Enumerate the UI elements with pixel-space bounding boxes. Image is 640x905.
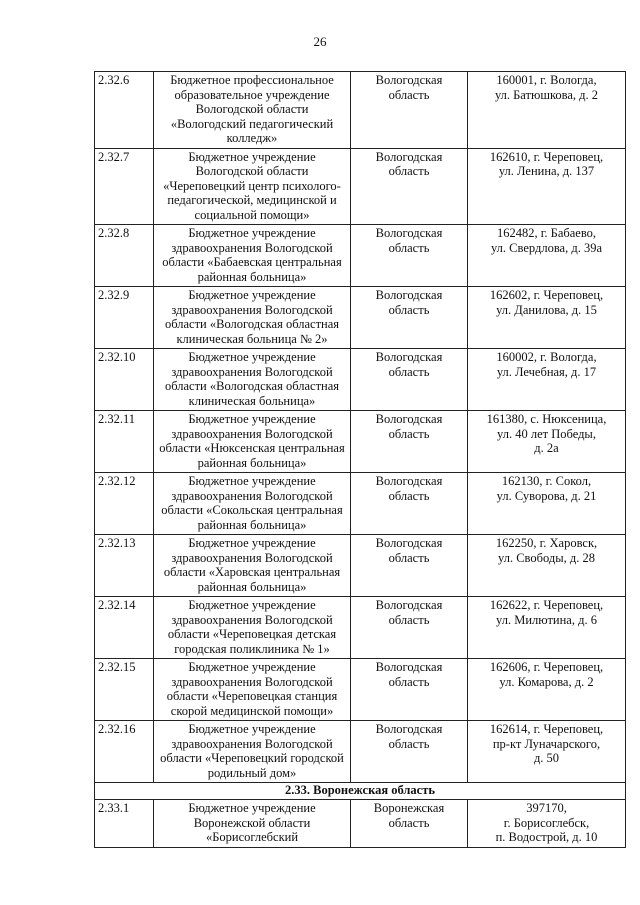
institution-name <box>154 287 351 349</box>
address-cell-line: ул. Суворова, д. 21 <box>496 488 597 503</box>
item-number: 2.32.12 <box>95 473 154 535</box>
region-cell <box>351 535 468 597</box>
institution-name-line: области «Харовская центральная <box>163 565 341 579</box>
table-row <box>95 535 626 597</box>
address-cell-line: 162130, г. Сокол, <box>501 474 592 488</box>
item-number: 2.32.10 <box>95 349 154 411</box>
institution-name-line: здравоохранения Вологодской <box>171 612 333 627</box>
region-cell-line: Воронежская <box>373 801 445 815</box>
region-cell-line: Вологодская <box>375 149 443 164</box>
address-cell-line: ул. Батюшкова, д. 2 <box>494 87 599 102</box>
address-cell <box>468 411 626 473</box>
address-cell-line: 162606, г. Череповец, <box>489 660 604 674</box>
institution-name-line: Бюджетное учреждение <box>188 801 316 815</box>
institution-name-line: «Вологодский педагогический <box>170 116 334 131</box>
table-row <box>95 473 626 535</box>
institution-name-line: Бюджетное учреждение <box>188 474 316 488</box>
institution-name <box>154 659 351 721</box>
address-cell <box>468 800 626 848</box>
region-cell-line: область <box>388 736 430 751</box>
address-cell-line: д. 2а <box>534 441 559 455</box>
section-title: 2.33. Воронежская область <box>95 783 626 800</box>
institution-name-line: районная больница» <box>197 517 307 532</box>
institution-name-line: здравоохранения Вологодской <box>171 426 333 441</box>
region-cell <box>351 72 468 149</box>
item-number: 2.32.6 <box>95 72 154 149</box>
address-cell-line: ул. 40 лет Победы, <box>497 426 596 441</box>
institution-name-line: области «Череповецкая детская <box>167 627 337 641</box>
region-cell-line: область <box>388 426 430 441</box>
table-row <box>95 721 626 783</box>
institution-name <box>154 800 351 848</box>
institution-name-line: Бюджетное учреждение <box>188 598 316 612</box>
address-cell-line: 162610, г. Череповец, <box>489 149 604 164</box>
institution-name-line: области «Череповецкая станция <box>166 689 338 703</box>
table-body-section <box>95 800 626 848</box>
item-number: 2.32.16 <box>95 721 154 783</box>
section-header-row <box>95 783 626 800</box>
item-number: 2.33.1 <box>95 800 154 848</box>
table-row <box>95 659 626 721</box>
address-cell <box>468 287 626 349</box>
item-number: 2.32.15 <box>95 659 154 721</box>
item-number: 2.32.7 <box>95 148 154 225</box>
region-cell-line: область <box>388 87 430 102</box>
address-cell-line: ул. Свердлова, д. 39а <box>490 240 603 255</box>
region-cell <box>351 411 468 473</box>
institution-name <box>154 225 351 287</box>
address-cell-line: ул. Комарова, д. 2 <box>499 674 594 689</box>
institution-name-line: Вологодской области <box>195 164 309 178</box>
region-cell-line: Вологодская <box>375 660 443 674</box>
institution-name-line: городская поликлиника № 1» <box>174 641 330 656</box>
address-cell <box>468 72 626 149</box>
institution-name-line: районная больница» <box>197 269 307 284</box>
region-cell-line: Вологодская <box>375 350 443 364</box>
institution-name-line: образовательное учреждение <box>174 87 330 102</box>
institution-name <box>154 597 351 659</box>
table-row <box>95 597 626 659</box>
institution-name-line: здравоохранения Вологодской <box>171 488 333 503</box>
institution-name-line: здравоохранения Вологодской <box>171 364 333 379</box>
institution-name <box>154 72 351 149</box>
table-row <box>95 411 626 473</box>
address-cell-line: 162250, г. Харовск, <box>495 536 598 550</box>
region-cell <box>351 349 468 411</box>
region-cell <box>351 800 468 848</box>
institution-name-line: области «Вологодская областная <box>164 317 340 331</box>
item-number: 2.32.13 <box>95 535 154 597</box>
address-cell-line: п. Водострой, д. 10 <box>495 830 598 844</box>
address-cell-line: ул. Ленина, д. 137 <box>498 164 595 178</box>
region-cell <box>351 597 468 659</box>
institution-name-line: социальной помощи» <box>194 207 310 222</box>
address-cell-line: 162602, г. Череповец, <box>489 288 604 302</box>
region-cell <box>351 659 468 721</box>
institution-name <box>154 473 351 535</box>
address-cell-line: 160002, г. Вологда, <box>496 350 597 364</box>
institution-name-line: Бюджетное учреждение <box>188 536 316 550</box>
address-cell <box>468 148 626 225</box>
item-number: 2.32.11 <box>95 411 154 473</box>
institution-name-line: скорой медицинской помощи» <box>170 703 334 718</box>
institution-name-line: Бюджетное учреждение <box>188 288 316 302</box>
region-cell-line: область <box>388 815 430 830</box>
institution-name-line: Воронежской области <box>193 815 311 830</box>
region-cell-line: область <box>388 674 430 689</box>
table-body-main <box>95 72 626 783</box>
address-cell-line: 162622, г. Череповец, <box>489 598 604 612</box>
page-number: 26 <box>313 34 327 49</box>
region-cell-line: область <box>388 612 430 627</box>
region-cell-line: Вологодская <box>375 598 443 612</box>
institution-name-line: здравоохранения Вологодской <box>171 240 333 255</box>
institution-name-line: области «Нюксенская центральная <box>159 441 345 455</box>
address-cell-line: 162482, г. Бабаево, <box>496 226 597 240</box>
address-cell-line: 162614, г. Череповец, <box>489 722 604 736</box>
table-row <box>95 148 626 225</box>
region-cell <box>351 287 468 349</box>
institution-name-line: здравоохранения Вологодской <box>171 302 333 317</box>
region-cell-line: область <box>388 240 430 255</box>
address-cell <box>468 597 626 659</box>
table-row <box>95 349 626 411</box>
region-cell <box>351 225 468 287</box>
institution-name-line: «Борисоглебский <box>205 830 299 844</box>
institution-name-line: Бюджетное учреждение <box>188 412 316 426</box>
region-cell-line: Вологодская <box>375 412 443 426</box>
region-cell-line: область <box>388 488 430 503</box>
institution-name-line: Вологодской области <box>195 102 309 116</box>
address-cell <box>468 349 626 411</box>
address-cell-line: д. 50 <box>533 751 560 765</box>
region-cell-line: Вологодская <box>375 288 443 302</box>
item-number: 2.32.9 <box>95 287 154 349</box>
region-cell <box>351 721 468 783</box>
institution-name-line: здравоохранения Вологодской <box>171 736 333 751</box>
region-cell-line: Вологодская <box>375 226 443 240</box>
institution-name <box>154 535 351 597</box>
institution-name-line: области «Бабаевская центральная <box>162 255 342 269</box>
institution-name-line: Бюджетное учреждение <box>188 350 316 364</box>
institution-name-line: области «Сокольская центральная <box>161 503 343 517</box>
institution-name-line: «Череповецкий центр психолого- <box>163 178 341 193</box>
table-row <box>95 225 626 287</box>
item-number: 2.32.8 <box>95 225 154 287</box>
address-cell-line: 161380, с. Нюксеница, <box>486 412 607 426</box>
region-cell-line: область <box>388 302 430 317</box>
address-cell-line: 397170, <box>526 801 567 815</box>
institution-name <box>154 148 351 225</box>
address-cell-line: 160001, г. Вологда, <box>496 73 597 87</box>
table-row <box>95 72 626 149</box>
region-cell-line: Вологодская <box>375 722 443 736</box>
address-cell <box>468 473 626 535</box>
institution-name-line: области «Череповецкий городской <box>160 751 344 765</box>
address-cell <box>468 721 626 783</box>
address-cell-line: пр-кт Луначарского, <box>492 736 601 751</box>
table-row <box>95 800 626 848</box>
institution-name-line: здравоохранения Вологодской <box>171 550 333 565</box>
institution-name-line: Бюджетное учреждение <box>188 149 316 164</box>
address-cell-line: ул. Свободы, д. 28 <box>498 550 595 565</box>
address-cell <box>468 535 626 597</box>
address-cell-line: ул. Милютина, д. 6 <box>496 612 597 627</box>
region-cell-line: Вологодская <box>375 474 443 488</box>
institution-name <box>154 411 351 473</box>
institution-name-line: родильный дом» <box>207 765 297 780</box>
institution-name-line: клиническая больница» <box>188 393 316 408</box>
institution-name-line: районная больница» <box>197 579 307 594</box>
address-cell <box>468 225 626 287</box>
section-header-group <box>95 783 626 800</box>
institution-name-line: педагогической, медицинской и <box>167 193 337 207</box>
region-cell-line: область <box>388 364 430 379</box>
institution-name-line: колледж» <box>226 131 278 145</box>
region-cell <box>351 148 468 225</box>
institution-name <box>154 721 351 783</box>
address-cell-line: г. Борисоглебск, <box>503 815 590 830</box>
institutions-table <box>94 71 626 848</box>
institution-name-line: Бюджетное учреждение <box>188 722 316 736</box>
institution-name-line: Бюджетное учреждение <box>188 660 316 674</box>
item-number: 2.32.14 <box>95 597 154 659</box>
region-cell-line: Вологодская <box>375 536 443 550</box>
address-cell-line: ул. Данилова, д. 15 <box>496 302 597 317</box>
institution-name-line: здравоохранения Вологодской <box>171 674 333 689</box>
institution-name-line: районная больница» <box>197 455 307 470</box>
region-cell-line: область <box>388 164 430 178</box>
region-cell <box>351 473 468 535</box>
address-cell-line: ул. Лечебная, д. 17 <box>496 364 597 379</box>
institution-name-line: клиническая больница № 2» <box>176 331 328 346</box>
institution-name-line: Бюджетное профессиональное <box>170 73 334 87</box>
region-cell-line: область <box>388 550 430 565</box>
region-cell-line: Вологодская <box>375 73 443 87</box>
table-row <box>95 287 626 349</box>
institution-name-line: Бюджетное учреждение <box>188 226 316 240</box>
institution-name <box>154 349 351 411</box>
institution-name-line: области «Вологодская областная <box>164 379 340 393</box>
address-cell <box>468 659 626 721</box>
